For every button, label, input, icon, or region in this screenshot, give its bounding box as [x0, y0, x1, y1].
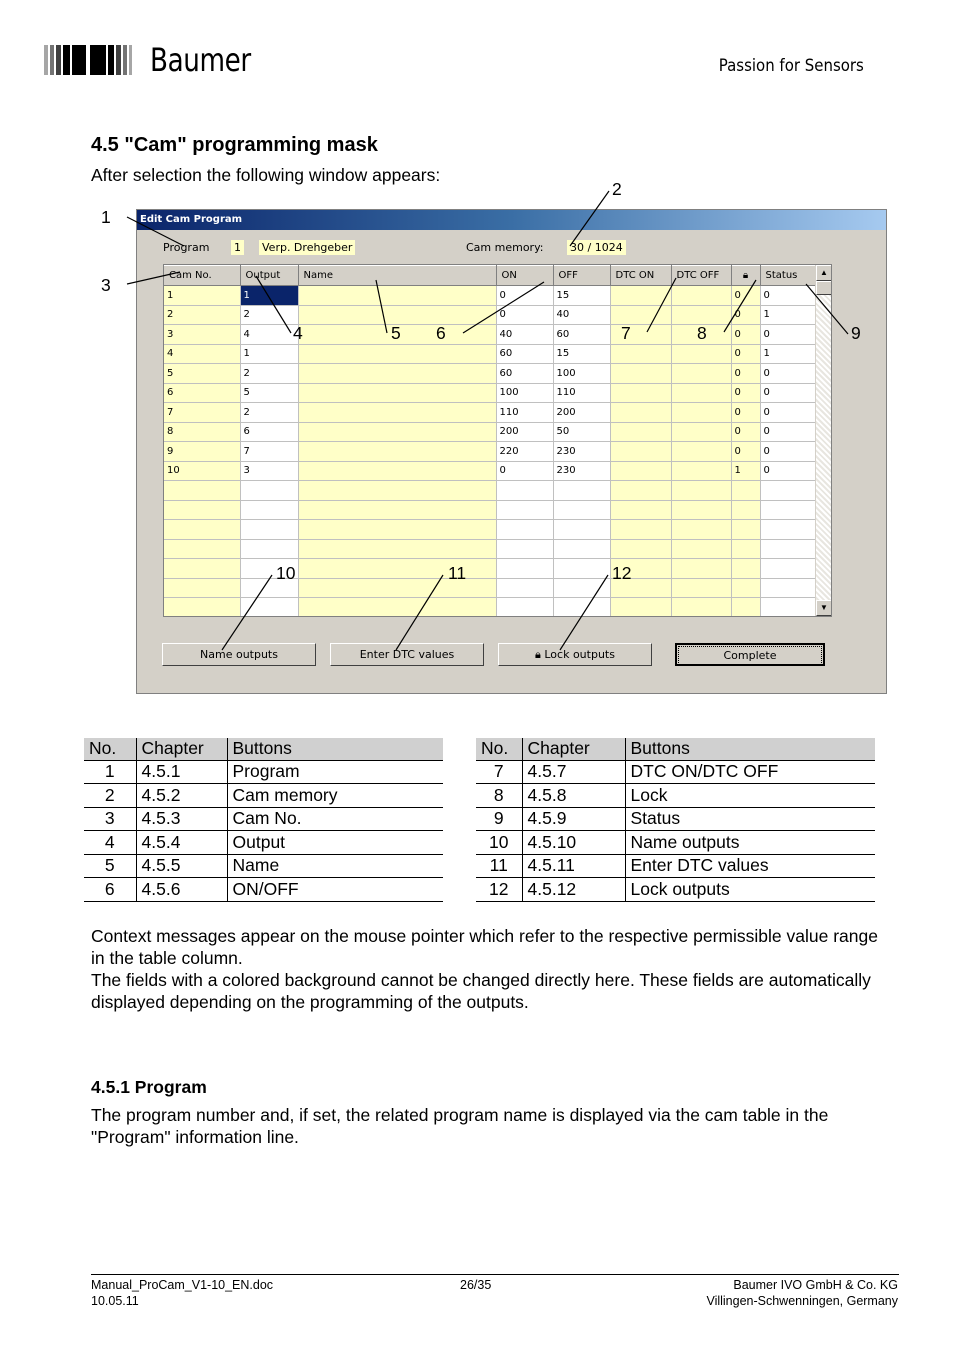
ref-button-name: Program	[227, 760, 443, 784]
ref-chapter: 4.5.1	[136, 760, 227, 784]
table-cell[interactable]	[496, 481, 553, 501]
ref-number: 9	[476, 807, 522, 831]
ref-chapter: 4.5.8	[522, 784, 625, 808]
lock-outputs-label: Lock outputs	[544, 648, 615, 661]
table-cell[interactable]	[553, 598, 610, 618]
callout-1: 1	[101, 207, 111, 227]
table-cell[interactable]: 3	[240, 461, 298, 481]
table-cell[interactable]	[164, 598, 240, 618]
footer-city: Villingen-Schwenningen, Germany	[706, 1294, 898, 1308]
table-cell[interactable]: 6	[164, 383, 240, 403]
reference-table-left	[84, 738, 443, 902]
callout-4: 4	[293, 323, 303, 343]
table-cell[interactable]: 0	[496, 461, 553, 481]
table-cell[interactable]: 1	[760, 305, 817, 325]
table-row-empty[interactable]	[164, 500, 817, 520]
ref-number: 1	[84, 760, 136, 784]
lock-icon: 🔒︎	[742, 270, 749, 281]
table-cell[interactable]: 0	[731, 286, 760, 306]
ref-chapter: 4.5.6	[136, 878, 227, 902]
table-cell[interactable]	[610, 286, 671, 306]
ref-button-name: Lock	[625, 784, 875, 808]
ref-header-buttons: Buttons	[625, 738, 875, 760]
table-row[interactable]	[164, 364, 817, 384]
ref-button-name: ON/OFF	[227, 878, 443, 902]
table-cell[interactable]	[240, 598, 298, 618]
table-cell[interactable]	[496, 500, 553, 520]
table-row-empty[interactable]	[164, 520, 817, 540]
callout-3: 3	[101, 275, 111, 295]
colored-fields-paragraph: The fields with a colored background cannot be changed directly here. These fields are automatically displayed depending on the programming of the outputs.	[91, 970, 871, 1012]
ref-header-no: No.	[476, 738, 522, 760]
table-cell[interactable]	[671, 364, 731, 384]
ref-chapter: 4.5.3	[136, 807, 227, 831]
table-cell[interactable]	[298, 286, 496, 306]
table-cell[interactable]: 0	[731, 325, 760, 345]
complete-button[interactable]	[675, 643, 825, 666]
table-cell[interactable]	[731, 500, 760, 520]
subsection-title: 4.5.1 Program	[91, 1077, 207, 1097]
table-row-empty[interactable]	[164, 481, 817, 501]
table-cell[interactable]	[671, 578, 731, 598]
table-cell[interactable]	[610, 325, 671, 345]
cam-memory-value: 30 / 1024	[567, 240, 626, 255]
table-cell[interactable]: 15	[553, 286, 610, 306]
table-cell[interactable]	[298, 461, 496, 481]
table-cell[interactable]	[671, 305, 731, 325]
ref-button-name: Name outputs	[625, 831, 875, 855]
table-row-empty[interactable]	[164, 578, 817, 598]
ref-header-chapter: Chapter	[136, 738, 227, 760]
table-cell[interactable]	[298, 520, 496, 540]
column-header[interactable]: ON	[496, 266, 553, 286]
table-cell[interactable]	[671, 481, 731, 501]
table-cell[interactable]	[496, 559, 553, 579]
ref-number: 11	[476, 854, 522, 878]
ref-row	[84, 807, 443, 831]
table-cell[interactable]: 110	[553, 383, 610, 403]
table-cell[interactable]	[496, 598, 553, 618]
table-cell[interactable]: 0	[760, 461, 817, 481]
table-cell[interactable]	[164, 500, 240, 520]
table-cell[interactable]: 220	[496, 442, 553, 462]
table-row[interactable]	[164, 286, 817, 306]
table-cell[interactable]: 100	[496, 383, 553, 403]
table-cell[interactable]	[671, 539, 731, 559]
ref-number: 8	[476, 784, 522, 808]
table-cell[interactable]: 0	[760, 383, 817, 403]
table-cell[interactable]	[553, 559, 610, 579]
table-cell[interactable]	[760, 598, 817, 618]
table-cell[interactable]: 1	[164, 286, 240, 306]
footer-left	[91, 1277, 273, 1309]
table-cell[interactable]: 15	[553, 344, 610, 364]
table-cell[interactable]	[298, 364, 496, 384]
table-cell[interactable]	[298, 481, 496, 501]
table-cell[interactable]	[610, 598, 671, 618]
table-cell[interactable]: 200	[496, 422, 553, 442]
complete-label: Complete	[678, 646, 822, 665]
table-cell[interactable]	[164, 520, 240, 540]
column-header[interactable]: Cam No.	[164, 266, 240, 286]
table-row-empty[interactable]	[164, 598, 817, 618]
table-cell[interactable]	[610, 539, 671, 559]
table-cell[interactable]: 0	[496, 305, 553, 325]
table-cell[interactable]	[610, 481, 671, 501]
table-row[interactable]	[164, 383, 817, 403]
ref-button-name: Name	[227, 854, 443, 878]
table-cell[interactable]	[731, 598, 760, 618]
table-cell[interactable]	[164, 578, 240, 598]
ref-header-no: No.	[84, 738, 136, 760]
table-cell[interactable]	[671, 422, 731, 442]
table-cell[interactable]	[671, 344, 731, 364]
table-cell[interactable]	[553, 481, 610, 501]
program-name: Verp. Drehgeber	[259, 240, 355, 255]
table-cell[interactable]: 60	[553, 325, 610, 345]
table-row-empty[interactable]	[164, 539, 817, 559]
ref-number: 6	[84, 878, 136, 902]
table-cell[interactable]: 4	[240, 325, 298, 345]
table-cell[interactable]: 50	[553, 422, 610, 442]
table-row[interactable]	[164, 403, 817, 423]
section-title: 4.5 "Cam" programming mask	[91, 134, 378, 156]
table-cell[interactable]: 60	[496, 344, 553, 364]
enter-dtc-values-button[interactable]: Enter DTC values	[330, 643, 484, 666]
table-cell[interactable]: 0	[731, 305, 760, 325]
ref-chapter: 4.5.7	[522, 760, 625, 784]
table-cell[interactable]	[240, 500, 298, 520]
dialog-title: Edit Cam Program	[137, 210, 886, 230]
ref-row	[476, 878, 875, 902]
section-intro: After selection the following window appears:	[91, 165, 441, 185]
table-cell[interactable]	[610, 461, 671, 481]
table-cell[interactable]: 230	[553, 442, 610, 462]
table-cell[interactable]	[553, 520, 610, 540]
table-row[interactable]	[164, 422, 817, 442]
table-cell[interactable]: 0	[731, 364, 760, 384]
table-cell[interactable]: 5	[240, 383, 298, 403]
table-cell[interactable]	[760, 559, 817, 579]
table-cell[interactable]: 2	[164, 305, 240, 325]
ref-row	[476, 831, 875, 855]
footer-company: Baumer IVO GmbH & Co. KG	[733, 1278, 898, 1292]
table-cell[interactable]	[731, 520, 760, 540]
footer-right	[706, 1277, 898, 1309]
table-cell[interactable]	[760, 481, 817, 501]
table-cell[interactable]: 0	[496, 286, 553, 306]
column-header[interactable]: DTC OFF	[671, 266, 731, 286]
table-cell[interactable]: 2	[240, 403, 298, 423]
table-cell[interactable]: 5	[164, 364, 240, 384]
table-scrollbar[interactable]	[815, 265, 831, 616]
ref-button-name: Enter DTC values	[625, 854, 875, 878]
table-cell[interactable]: 1	[240, 286, 298, 306]
table-cell[interactable]	[298, 598, 496, 618]
table-cell[interactable]	[671, 461, 731, 481]
name-outputs-button[interactable]: Name outputs	[162, 643, 316, 666]
ref-number: 2	[84, 784, 136, 808]
table-cell[interactable]	[610, 305, 671, 325]
table-cell[interactable]: 0	[731, 442, 760, 462]
column-header[interactable]: OFF	[553, 266, 610, 286]
ref-number: 10	[476, 831, 522, 855]
column-header[interactable]: Output	[240, 266, 298, 286]
scroll-thumb[interactable]	[816, 281, 832, 295]
table-cell[interactable]: 1	[760, 344, 817, 364]
table-cell[interactable]: 3	[164, 325, 240, 345]
baumer-logo	[44, 41, 273, 79]
brand-tagline: Passion for Sensors	[718, 56, 864, 76]
table-cell[interactable]	[298, 559, 496, 579]
table-cell[interactable]	[671, 500, 731, 520]
reference-table-right	[476, 738, 875, 902]
table-cell[interactable]: 2	[240, 305, 298, 325]
table-cell[interactable]: 6	[240, 422, 298, 442]
table-cell[interactable]	[671, 383, 731, 403]
ref-number: 12	[476, 878, 522, 902]
table-cell[interactable]: 0	[760, 325, 817, 345]
table-cell[interactable]: 100	[553, 364, 610, 384]
table-cell[interactable]	[760, 539, 817, 559]
table-cell[interactable]	[731, 578, 760, 598]
table-cell[interactable]	[610, 383, 671, 403]
table-cell[interactable]: 0	[731, 403, 760, 423]
footer-filename: Manual_ProCam_V1-10_EN.doc	[91, 1278, 274, 1292]
table-cell[interactable]: 60	[496, 364, 553, 384]
scroll-up-button[interactable]: ▲	[816, 265, 832, 281]
ref-row	[476, 784, 875, 808]
table-cell[interactable]	[553, 500, 610, 520]
ref-row	[84, 784, 443, 808]
table-cell[interactable]	[731, 559, 760, 579]
table-cell[interactable]	[298, 403, 496, 423]
table-cell[interactable]: 4	[164, 344, 240, 364]
table-cell[interactable]	[731, 539, 760, 559]
table-cell[interactable]	[731, 481, 760, 501]
ref-row	[84, 854, 443, 878]
table-cell[interactable]: 0	[760, 442, 817, 462]
callout-2: 2	[612, 179, 622, 199]
table-cell[interactable]	[164, 539, 240, 559]
ref-button-name: Lock outputs	[625, 878, 875, 902]
table-cell[interactable]	[671, 598, 731, 618]
ref-row	[476, 760, 875, 784]
table-cell[interactable]	[610, 442, 671, 462]
ref-button-name: Output	[227, 831, 443, 855]
ref-number: 4	[84, 831, 136, 855]
table-cell[interactable]: 230	[553, 461, 610, 481]
table-cell[interactable]: 0	[731, 383, 760, 403]
subsection-text: The program number and, if set, the related program name is displayed via the cam table in the "Program" information line.	[91, 1105, 829, 1147]
table-cell[interactable]	[240, 539, 298, 559]
callout-8: 8	[697, 323, 707, 343]
table-cell[interactable]: 0	[760, 286, 817, 306]
program-label: Program	[163, 241, 210, 254]
ref-button-name: DTC ON/DTC OFF	[625, 760, 875, 784]
table-cell[interactable]: 7	[164, 403, 240, 423]
ref-button-name: Cam memory	[227, 784, 443, 808]
table-row[interactable]	[164, 344, 817, 364]
lock-icon: 🔒︎	[535, 648, 541, 661]
table-cell[interactable]: 8	[164, 422, 240, 442]
ref-chapter: 4.5.12	[522, 878, 625, 902]
table-cell[interactable]	[553, 539, 610, 559]
column-header-lock[interactable]	[731, 266, 760, 286]
table-cell[interactable]: 40	[496, 325, 553, 345]
table-cell[interactable]	[610, 500, 671, 520]
callout-5: 5	[391, 323, 401, 343]
program-number: 1	[231, 240, 244, 255]
ref-button-name: Cam No.	[227, 807, 443, 831]
column-header[interactable]: DTC ON	[610, 266, 671, 286]
table-row-empty[interactable]	[164, 559, 817, 579]
edit-cam-program-dialog	[136, 209, 887, 694]
table-cell[interactable]: 2	[240, 364, 298, 384]
table-cell[interactable]	[760, 500, 817, 520]
table-cell[interactable]	[298, 578, 496, 598]
callout-12: 12	[612, 563, 632, 583]
table-cell[interactable]	[671, 286, 731, 306]
table-cell[interactable]: 7	[240, 442, 298, 462]
table-cell[interactable]	[610, 403, 671, 423]
table-cell[interactable]	[671, 520, 731, 540]
ref-chapter: 4.5.10	[522, 831, 625, 855]
baumer-logo-mark	[44, 45, 136, 75]
ref-number: 5	[84, 854, 136, 878]
ref-header-chapter: Chapter	[522, 738, 625, 760]
table-cell[interactable]	[496, 578, 553, 598]
table-cell[interactable]	[553, 578, 610, 598]
table-cell[interactable]: 110	[496, 403, 553, 423]
ref-chapter: 4.5.11	[522, 854, 625, 878]
callout-10: 10	[276, 563, 296, 583]
table-cell[interactable]: 200	[553, 403, 610, 423]
callout-11: 11	[448, 563, 467, 583]
table-cell[interactable]	[610, 422, 671, 442]
callout-6: 6	[436, 323, 446, 343]
table-cell[interactable]	[240, 520, 298, 540]
table-cell[interactable]	[610, 344, 671, 364]
table-cell[interactable]	[671, 403, 731, 423]
table-cell[interactable]: 0	[731, 344, 760, 364]
lock-outputs-button[interactable]	[498, 643, 652, 666]
ref-row	[84, 831, 443, 855]
ref-chapter: 4.5.4	[136, 831, 227, 855]
table-cell[interactable]: 0	[760, 403, 817, 423]
table-cell[interactable]	[298, 383, 496, 403]
ref-button-name: Status	[625, 807, 875, 831]
table-cell[interactable]: 9	[164, 442, 240, 462]
table-cell[interactable]	[760, 578, 817, 598]
footer-date: 10.05.11	[91, 1294, 139, 1308]
brand-name: Baumer	[150, 41, 251, 79]
table-cell[interactable]	[164, 559, 240, 579]
ref-chapter: 4.5.2	[136, 784, 227, 808]
ref-row	[476, 854, 875, 878]
table-cell[interactable]: 1	[240, 344, 298, 364]
table-row[interactable]	[164, 461, 817, 481]
table-cell[interactable]	[496, 539, 553, 559]
table-row[interactable]	[164, 325, 817, 345]
table-cell[interactable]	[496, 520, 553, 540]
ref-chapter: 4.5.5	[136, 854, 227, 878]
table-cell[interactable]: 0	[760, 422, 817, 442]
table-cell[interactable]	[610, 364, 671, 384]
column-header[interactable]: Status	[760, 266, 817, 286]
table-row[interactable]	[164, 442, 817, 462]
ref-chapter: 4.5.9	[522, 807, 625, 831]
table-cell[interactable]	[671, 559, 731, 579]
callout-7: 7	[621, 323, 631, 343]
ref-number: 3	[84, 807, 136, 831]
cam-table[interactable]	[163, 264, 832, 617]
scroll-down-button[interactable]: ▼	[816, 600, 832, 616]
table-cell[interactable]	[671, 442, 731, 462]
footer-rule	[91, 1274, 899, 1275]
table-cell[interactable]: 1	[731, 461, 760, 481]
table-cell[interactable]: 0	[760, 364, 817, 384]
ref-number: 7	[476, 760, 522, 784]
table-cell[interactable]: 0	[731, 422, 760, 442]
table-cell[interactable]	[298, 422, 496, 442]
table-cell[interactable]: 10	[164, 461, 240, 481]
table-cell[interactable]	[164, 481, 240, 501]
table-cell[interactable]	[760, 520, 817, 540]
table-cell[interactable]	[298, 539, 496, 559]
table-cell[interactable]	[298, 344, 496, 364]
ref-header-buttons: Buttons	[227, 738, 443, 760]
ref-row	[476, 807, 875, 831]
ref-row	[84, 760, 443, 784]
ref-row	[84, 878, 443, 902]
callout-9: 9	[851, 323, 861, 343]
table-cell[interactable]	[298, 442, 496, 462]
cam-memory-label: Cam memory:	[466, 241, 544, 254]
table-row[interactable]	[164, 305, 817, 325]
table-cell[interactable]	[610, 520, 671, 540]
table-cell[interactable]	[240, 481, 298, 501]
footer-page-number: 26/35	[460, 1278, 492, 1292]
context-messages-paragraph: Context messages appear on the mouse pointer which refer to the respective permissible value range in the table column.	[91, 926, 878, 968]
table-cell[interactable]	[298, 305, 496, 325]
column-header[interactable]: Name	[298, 266, 496, 286]
table-cell[interactable]	[298, 500, 496, 520]
table-cell[interactable]: 40	[553, 305, 610, 325]
